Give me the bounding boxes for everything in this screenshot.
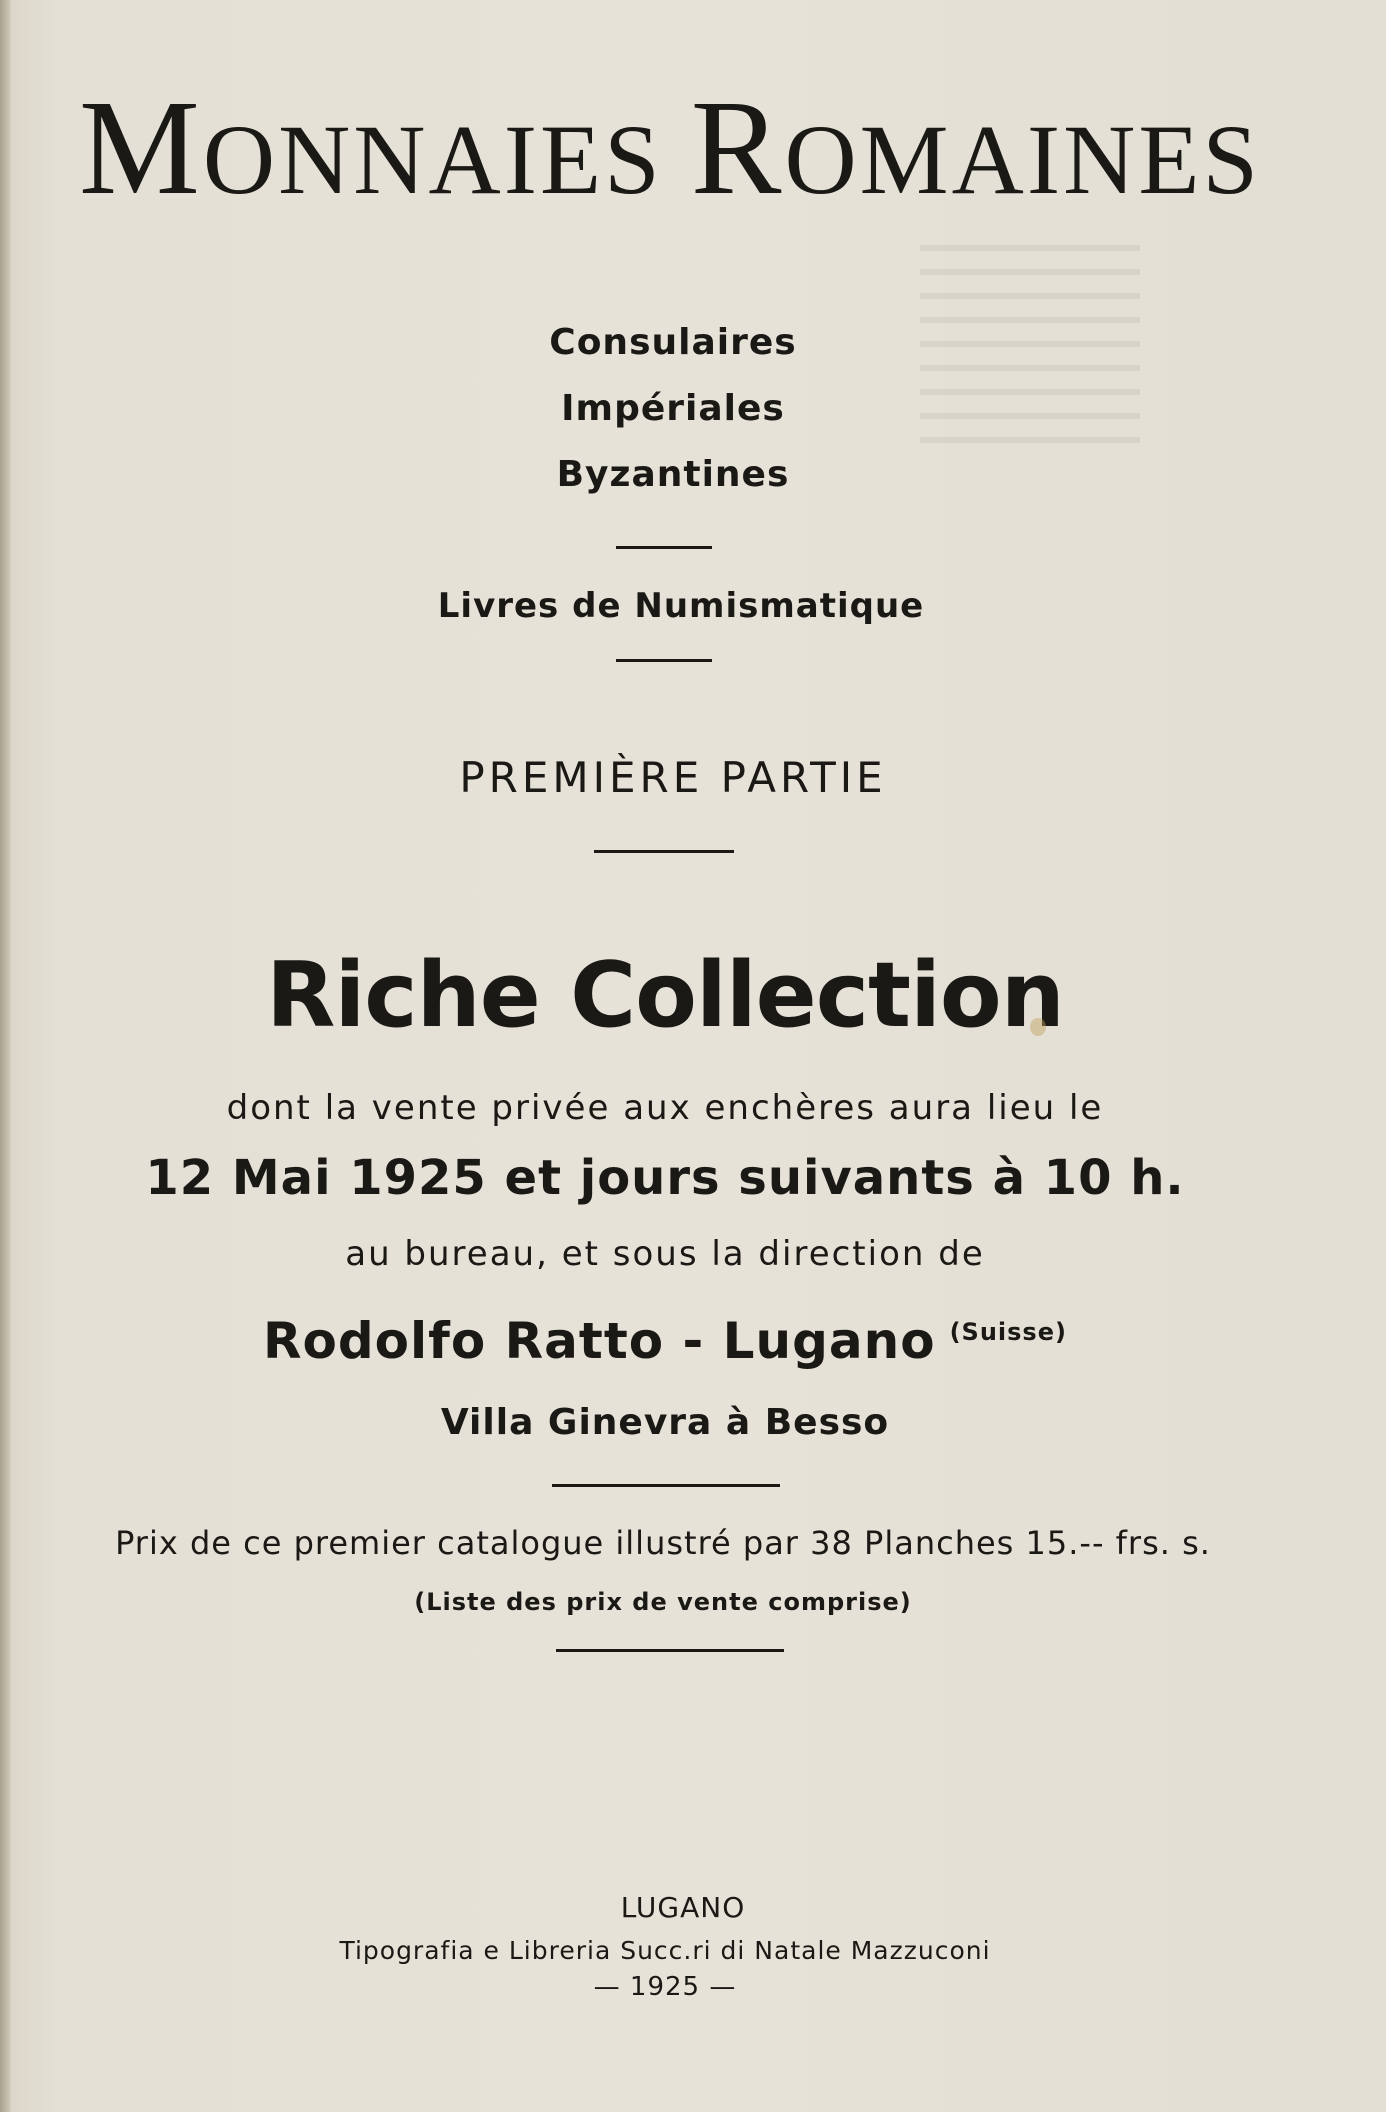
- direction-line: au bureau, et sous la direction de: [345, 1234, 985, 1274]
- address-line: Villa Ginevra à Besso: [440, 1402, 890, 1443]
- divider: [616, 546, 712, 549]
- divider: [552, 1484, 780, 1487]
- auctioneer-line: [0, 1312, 1358, 1370]
- paper-stain: [1030, 1018, 1046, 1036]
- auctioneer-name: Rodolfo Ratto - Lugano: [263, 1312, 936, 1370]
- divider: [556, 1649, 784, 1652]
- price-line: Prix de ce premier catalogue illustré par 38 Planches 15.-- frs. s.: [115, 1524, 1211, 1562]
- imprint-printer: Tipografia e Libreria Succ.ri di Natale Mazzuconi: [339, 1936, 991, 1965]
- category-imperiales: Impériales: [561, 388, 785, 429]
- imprint-year: — 1925 —: [593, 1972, 737, 2002]
- price-note: (Liste des prix de vente comprise): [414, 1588, 912, 1616]
- date-line: 12 Mai 1925 et jours suivants à 10 h.: [145, 1150, 1185, 1206]
- title-word-1: ONNAIES: [202, 104, 691, 215]
- title-initial-r: R: [690, 73, 785, 223]
- books-line: Livres de Numismatique: [437, 586, 925, 626]
- sale-line: dont la vente privée aux enchères aura lieu le: [226, 1088, 1104, 1128]
- divider: [594, 850, 734, 853]
- page-edge: [0, 0, 10, 2112]
- title-initial-m: M: [78, 73, 203, 223]
- part-heading: PREMIÈRE PARTIE: [459, 753, 887, 802]
- title-word-2: OMAINES: [784, 104, 1262, 215]
- category-byzantines: Byzantines: [556, 454, 790, 495]
- imprint-city: LUGANO: [620, 1891, 746, 1924]
- collection-heading: Riche Collection: [266, 943, 1064, 1048]
- divider: [616, 659, 712, 662]
- auctioneer-country: (Suisse): [949, 1318, 1067, 1346]
- main-title: [0, 73, 1340, 223]
- category-consulaires: Consulaires: [549, 322, 797, 363]
